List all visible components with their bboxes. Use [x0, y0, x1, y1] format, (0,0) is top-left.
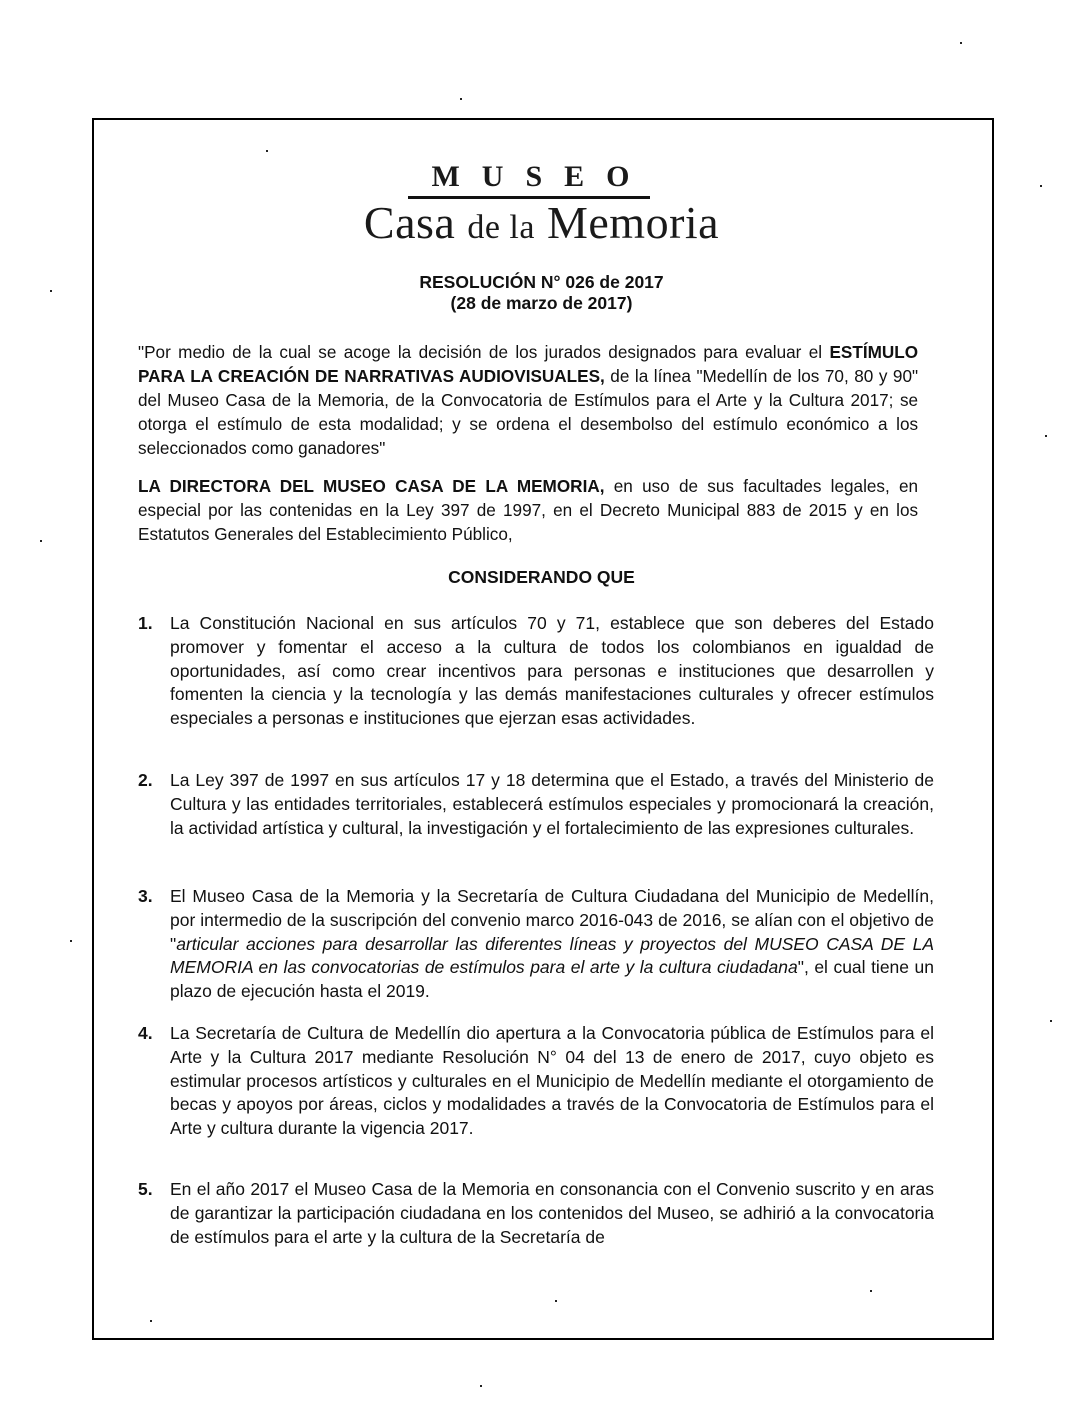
scan-speck — [70, 940, 72, 942]
scan-speck — [460, 98, 462, 100]
scan-speck — [555, 1300, 557, 1302]
logo-word-casa: Casa — [363, 197, 456, 248]
item-text-after: ", el cual tiene un plazo de ejecución hasta el 2019. — [170, 957, 934, 1002]
summary-text-1: "Por medio de la cual se acoge la decisión de los jurados designados para evaluar el — [138, 342, 830, 362]
directora-text: en uso de sus facultades legales, en especial por las contenidas en la Ley 397 de 1997, en el Decreto Municipal 883 de 2015 y en los Estatutos Generales del Establecimiento Público, — [138, 476, 919, 544]
scan-speck — [960, 42, 962, 44]
logo-casa-de-la-memoria — [0, 196, 1083, 249]
resolution-number: RESOLUCIÓN N° 026 de 2017 — [419, 272, 664, 292]
scan-speck — [40, 540, 42, 542]
logo-word-memoria: Memoria — [546, 197, 720, 248]
item-text: En el año 2017 el Museo Casa de la Memoria en consonancia con el Convenio suscrito y en aras de garantizar la participación ciudadana en los contenidos del Museo, se adhirió a la convocatoria de estímulos para el arte y la cultura de la Secretaría de — [170, 1179, 934, 1247]
scan-speck — [50, 290, 52, 292]
item-number: 5. — [138, 1179, 153, 1199]
directora-bold: LA DIRECTORA DEL MUSEO CASA DE LA MEMORIA, — [138, 476, 605, 496]
considerando-item — [138, 769, 934, 840]
scan-speck — [150, 1320, 152, 1322]
scan-speck — [266, 150, 268, 152]
considerando-item — [138, 1178, 934, 1249]
item-text: La Constitución Nacional en sus artículos 70 y 71, establece que son deberes del Estado promover y fomentar el acceso a la cultura de todos los colombianos en igualdad de oportunidades, así como crear incentivos para personas e instituciones que desarrollen y fomenten la ciencia y la tecnología y las demás manifestaciones culturales y ofrecer estímulos especiales a personas e instituciones que ejerzan esas actividades. — [170, 613, 934, 729]
scan-speck — [1050, 1020, 1052, 1022]
logo-word-de-la: de la — [467, 209, 535, 246]
item-text — [170, 885, 934, 1004]
scan-speck — [1040, 185, 1042, 187]
resolution-summary — [138, 340, 918, 460]
scan-speck — [480, 1385, 482, 1387]
item-italic-quote: articular acciones para desarrollar las diferentes líneas y proyectos del MUSEO CASA DE LA MEMORIA en las convocatorias de estímulos para el arte y la cultura ciudadana — [170, 933, 934, 978]
item-text: La Ley 397 de 1997 en sus artículos 17 y 18 determina que el Estado, a través del Ministerio de Cultura y las entidades territoriales, establecerá estímulos especiales y promocionará la creación, la actividad artística y cultural, la investigación y el fortalecimiento de las expresiones culturales. — [170, 770, 934, 838]
summary-text-2: de la línea "Medellín de los 70, 80 y 90" del Museo Casa de la Memoria, de la Convocatoria de Estímulos para el Arte y la Cultura 2017; se otorga el estímulo de esta modalidad; y se ordena el desembolso del estímulo económico a los seleccionados como ganadores" — [138, 366, 919, 458]
item-number: 2. — [138, 770, 153, 790]
considerando-heading: CONSIDERANDO QUE — [448, 567, 635, 587]
item-number: 4. — [138, 1023, 153, 1043]
scan-speck — [1045, 435, 1047, 437]
logo-museo-text: MUSEO — [431, 160, 652, 193]
directora-preamble — [138, 474, 918, 546]
scan-speck — [870, 1290, 872, 1292]
item-number: 3. — [138, 886, 153, 906]
item-text: La Secretaría de Cultura de Medellín dio apertura a la Convocatoria pública de Estímulos para el Arte y la Cultura 2017 mediante Resolución N° 04 del 13 de enero de 2017, cuyo objeto es estimular procesos artísticos y culturales en el Municipio de Medellín mediante el otorgamiento de becas y apoyos por áreas, ciclos y modalidades a través de la Convocatoria de Estímulos para el Arte y cultura durante la vigencia 2017. — [170, 1023, 934, 1139]
item-text-before: El Museo Casa de la Memoria y la Secretaría de Cultura Ciudadana del Municipio de Medellín, por intermedio de la suscripción del convenio marco 2016-043 de 2016, se alían con el objetivo de " — [170, 886, 934, 954]
considerando-item — [138, 885, 934, 1004]
considerando-item — [138, 612, 934, 731]
considerando-item — [138, 1022, 934, 1141]
summary-bold-title: ESTÍMULO PARA LA CREACIÓN DE NARRATIVAS AUDIOVISUALES, — [138, 342, 919, 386]
item-number: 1. — [138, 613, 153, 633]
resolution-date: (28 de marzo de 2017) — [450, 293, 633, 313]
